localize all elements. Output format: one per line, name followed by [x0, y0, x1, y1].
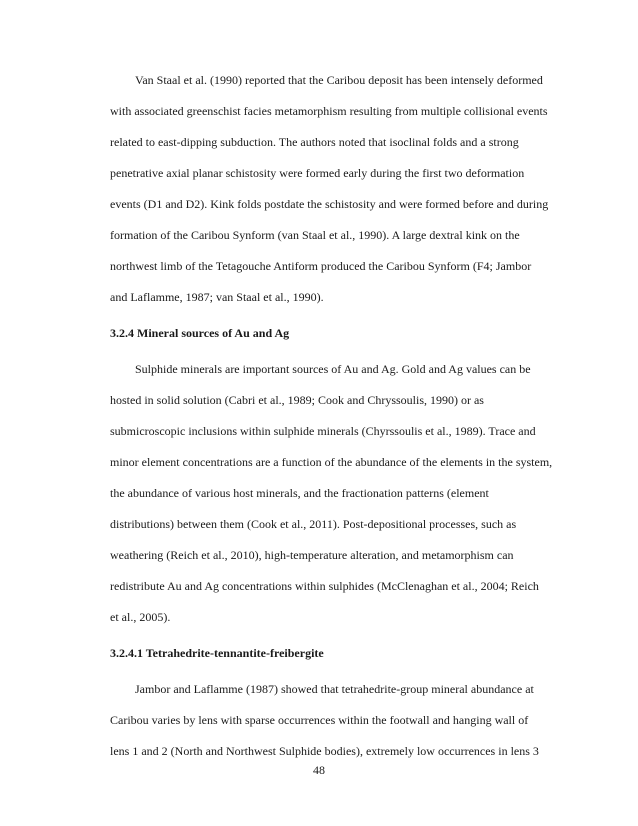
paragraph-3-line-1: Jambor and Laflamme (1987) showed that tetrahedrite-group mineral abundance at [135, 682, 534, 696]
paragraph-1-line-4: penetrative axial planar schistosity were formed early during the first two deformation [110, 166, 525, 180]
paragraph-2-line-5: the abundance of various host minerals, and the fractionation patterns (element [110, 486, 489, 500]
paragraph-2-line-8: redistribute Au and Ag concentrations within sulphides (McClenaghan et al., 2004; Reich [110, 579, 539, 593]
paragraph-1-line-3: related to east-dipping subduction. The authors noted that isoclinal folds and a strong [110, 135, 519, 149]
paragraph-2-line-9: et al., 2005). [110, 610, 171, 624]
paragraph-1-line-2: with associated greenschist facies metamorphism resulting from multiple collisional events [110, 104, 548, 118]
paragraph-1-line-1: Van Staal et al. (1990) reported that the Caribou deposit has been intensely deformed [135, 73, 543, 87]
paragraph-3-line-3: lens 1 and 2 (North and Northwest Sulphide bodies), extremely low occurrences in lens 3 [110, 744, 539, 758]
paragraph-2-line-6: distributions) between them (Cook et al., 2011). Post-depositional processes, such as [110, 517, 517, 531]
paragraph-1-line-7: northwest limb of the Tetagouche Antiform produced the Caribou Synform (F4; Jambor [110, 259, 532, 273]
paragraph-2-line-1: Sulphide minerals are important sources of Au and Ag. Gold and Ag values can be [135, 362, 531, 376]
paragraph-2-line-3: submicroscopic inclusions within sulphide minerals (Chyrssoulis et al., 1989). Trace and [110, 424, 536, 438]
paragraph-2-line-4: minor element concentrations are a function of the abundance of the elements in the system, [110, 455, 553, 469]
paragraph-3-line-2: Caribou varies by lens with sparse occurrences within the footwall and hanging wall of [110, 713, 529, 727]
paragraph-1-line-8: and Laflamme, 1987; van Staal et al., 1990). [110, 290, 324, 304]
paragraph-1-line-5: events (D1 and D2). Kink folds postdate the schistosity and were formed before and during [110, 197, 549, 211]
section-heading-3-2-4-1: 3.2.4.1 Tetrahedrite-tennantite-freibergite [110, 646, 324, 660]
paragraph-2-line-7: weathering (Reich et al., 2010), high-temperature alteration, and metamorphism can [110, 548, 514, 562]
page-number: 48 [313, 763, 325, 777]
paragraph-2-line-2: hosted in solid solution (Cabri et al., 1989; Cook and Chryssoulis, 1990) or as [110, 393, 484, 407]
paragraph-1-line-6: formation of the Caribou Synform (van Staal et al., 1990). A large dextral kink on the [110, 228, 520, 242]
section-heading-3-2-4: 3.2.4 Mineral sources of Au and Ag [110, 326, 290, 340]
